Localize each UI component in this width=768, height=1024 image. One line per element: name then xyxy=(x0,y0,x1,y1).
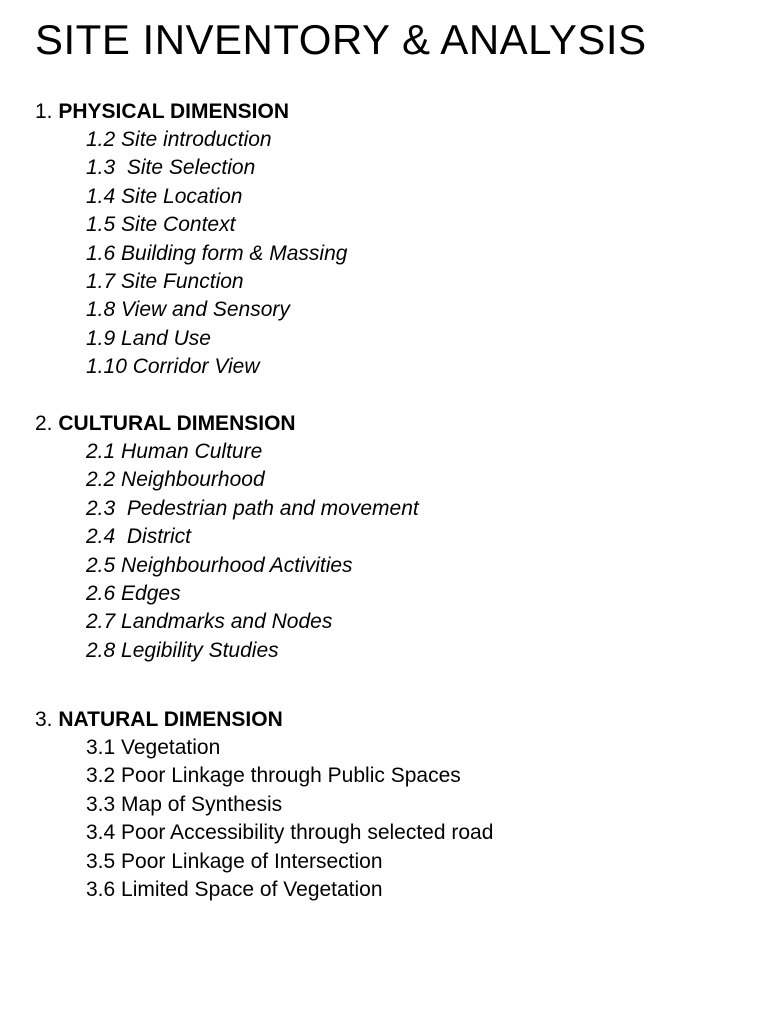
list-item: 2.1 Human Culture xyxy=(86,440,263,463)
list-item: 2.8 Legibility Studies xyxy=(86,638,279,662)
list-item: 1.2 Site introduction xyxy=(86,128,272,151)
section-item-list xyxy=(35,126,735,382)
list-item: 3.4 Poor Accessibility through selected road xyxy=(86,821,494,845)
section-name: CULTURAL DIMENSION xyxy=(58,412,296,435)
list-item: 1.8 View and Sensory xyxy=(86,298,290,322)
list-item: 1.7 Site Function xyxy=(86,270,244,294)
list-item: 1.3 Site Selection xyxy=(86,156,256,180)
section-number: 1. xyxy=(35,100,53,123)
section-item-list xyxy=(35,438,735,665)
list-item: 3.2 Poor Linkage through Public Spaces xyxy=(86,764,461,788)
section-heading xyxy=(35,706,735,734)
list-item: 2.3 Pedestrian path and movement xyxy=(86,496,419,520)
page-title: SITE INVENTORY & ANALYSIS xyxy=(35,16,647,63)
list-item: 1.4 Site Location xyxy=(86,184,243,208)
list-item: 2.2 Neighbourhood xyxy=(86,468,265,492)
section-heading xyxy=(35,98,735,126)
section-heading xyxy=(35,410,735,438)
list-item: 1.10 Corridor View xyxy=(86,355,260,379)
list-item: 2.7 Landmarks and Nodes xyxy=(86,610,333,634)
list-item: 3.5 Poor Linkage of Intersection xyxy=(86,849,383,873)
list-item: 1.9 Land Use xyxy=(86,326,211,350)
section-item-list xyxy=(35,734,735,904)
list-item: 2.4 District xyxy=(86,525,192,549)
section-name: NATURAL DIMENSION xyxy=(58,708,283,731)
list-item: 2.5 Neighbourhood Activities xyxy=(86,553,353,577)
list-item: 3.1 Vegetation xyxy=(86,736,221,759)
list-item: 1.5 Site Context xyxy=(86,213,236,237)
section-number: 3. xyxy=(35,708,53,731)
list-item: 1.6 Building form & Massing xyxy=(86,241,348,265)
list-item: 3.6 Limited Space of Vegetation xyxy=(86,878,383,902)
list-item: 2.6 Edges xyxy=(86,582,181,606)
list-item: 3.3 Map of Synthesis xyxy=(86,792,283,816)
section-cultural-dimension xyxy=(35,410,735,665)
section-name: PHYSICAL DIMENSION xyxy=(58,100,290,123)
section-physical-dimension xyxy=(35,98,735,382)
section-natural-dimension xyxy=(35,706,735,904)
section-number: 2. xyxy=(35,412,53,435)
